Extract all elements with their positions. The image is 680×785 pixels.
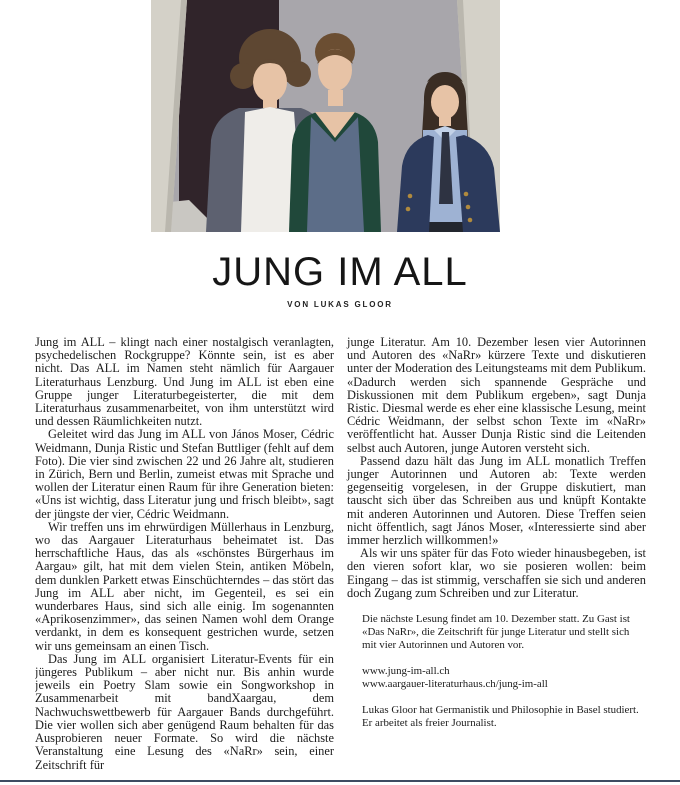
curly-hair-side <box>230 63 256 89</box>
gold-button <box>468 218 473 223</box>
face <box>253 62 287 102</box>
left-column <box>35 336 334 782</box>
article-paragraph: Jung im ALL – klingt nach einer nostalgisch veranlagten, psychedelischen Rockgruppe? Könnte sein, ist es aber nicht. Das ALL im Namen steht nämlich für Aargauer Literaturhaus Lenzburg. Und Jung im ALL ist eben eine Gruppe junger Literaturbegeisterter, die mit dem Literaturhaus zusammenarbeitet, von ihm unterstützt wird und dessen Räumlichkeiten nutzt. <box>35 336 334 429</box>
article-paragraph: Als wir uns später für das Foto wieder hinausbegeben, ist den vieren sofort klar, wo sie posieren wollen: beim Eingang – das ist stimmig, verschaffen sie sich und anderen doch Zugang zum Schreiben und zur Literatur. <box>347 546 646 600</box>
article-title: JUNG IM ALL <box>212 250 468 294</box>
group-photo-illustration <box>151 0 500 232</box>
article-paragraph: junge Literatur. Am 10. Dezember lesen vier Autorinnen und Autoren des «NaRr» kürzere Texte und diskutieren unter der Moderation des Leitungsteams mit dem Publikum. «Dadurch werden sich spannende Gespräche und Diskussionen mit dem Publikum ergeben», sagt Dunja Ristic. Diesmal werde es eher eine klassische Lesung, meint Cédric Weidmann, der selbst schon Texte im «NaRr» veröffentlicht hat. Ausser Dunja Ristic sind die Leitenden selbst auch Autoren, junge Autoren versteht sich. <box>347 336 646 455</box>
title-block <box>0 252 680 309</box>
article-paragraph: Wir treffen uns im ehrwürdigen Müllerhaus in Lenzburg, wo das Aargauer Literaturhaus beheimatet ist. Das herrschaftliche Haus, das als «schönstes Bürgerhaus im Aargau» gilt, hat mit dem vielen Stein, antiken Möbeln, dem dunklen Parkett etwas Einschüchterndes – das stört das Jung im ALL aber nicht, im Gegenteil, es sei ein wunderbares Haus, sind sich alle einig. Im sogenannten «Aprikosenzimmer», das seinen Namen wohl dem Orange verdankt, in dem es konsequent gestrichen wurde, setzen wir uns gemeinsam an einen Tisch. <box>35 519 334 653</box>
gold-button <box>408 194 413 199</box>
article-paragraph: Geleitet wird das Jung im ALL von János Moser, Cédric Weidmann, Dunja Ristic und Stefan Buttliger (fehlt auf dem Foto). Die vier sind zwischen 22 und 26 Jahre alt, studieren in Zürich, Bern und Berlin, zumeist etwas mit Sprache und wollen der Literatur einen Raum für ihre Generation bieten: «Uns ist wichtig, dass Literatur jung und frisch bleibt», sagt der jüngste der vier, Cédric Weidmann. <box>35 427 334 521</box>
gold-button <box>406 207 411 212</box>
neck <box>328 90 343 106</box>
website-link: www.aargauer-literaturhaus.ch/jung-im-all <box>362 677 548 690</box>
curly-hair-side <box>285 61 311 87</box>
website-links <box>362 665 646 691</box>
article-body <box>35 336 646 782</box>
event-note: Die nächste Lesung findet am 10. Dezember statt. Zu Gast ist «Das NaRr», die Zeitschrift für junge Literatur und stellt sich mit vier Autorinnen und Autoren vor. <box>362 613 630 651</box>
website-link: www.jung-im-all.ch <box>362 664 450 677</box>
article-byline: VON LUKAS GLOOR <box>287 300 393 309</box>
gold-button <box>464 192 469 197</box>
author-bio: Lukas Gloor hat Germanistik und Philosophie in Basel studiert. Er arbeitet als freier Journalist. <box>362 703 639 729</box>
right-column <box>347 336 646 782</box>
article-paragraph: Das Jung im ALL organisiert Literatur-Events für ein jüngeres Publikum – aber nicht nur. Bis anhin wurde jeweils ein Poetry Slam sowie ein Songworkshop in Zusammenarbeit mit bandXaargau, dem Nachwuchswettbewerb für Aargauer Bands durchgeführt. Die vier wollen sich aber genügend Raum behalten für das Ausprobieren neuer Formate. So wird die nächste Veranstaltung eine Lesung des «NaRr» sein, einer Zeitschrift für <box>35 651 334 772</box>
gold-button <box>466 205 471 210</box>
page-bottom-rule <box>0 780 680 782</box>
face <box>431 85 459 119</box>
group-photo <box>151 0 500 232</box>
article-paragraph: Passend dazu hält das Jung im ALL monatlich Treffen junger Autorinnen und Autoren ab: Texte werden gegenseitig vorgelesen, in der Gruppe diskutiert, man tauscht sich über das Schreiben aus und knüpft Kontakte mit anderen Autorinnen und Autoren. Diese Treffen seien nicht öffentlich, sagt János Moser, «Interessierte sind aber immer herzlich willkommen!» <box>347 453 646 548</box>
